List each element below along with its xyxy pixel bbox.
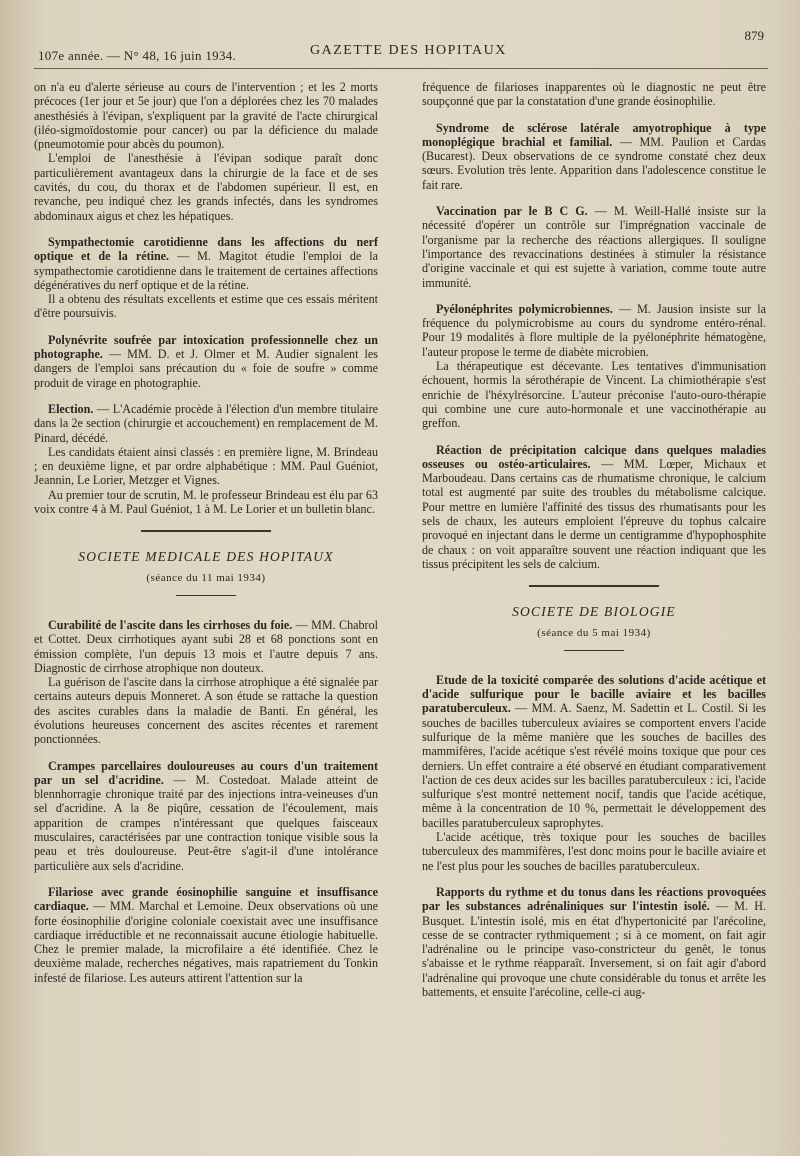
article-text: — MM. A. Saenz, M. Sadettin et L. Costil. Si les souches de bacilles tuberculeux aviaires se comportent envers l'acide sulfurique de la même manière que les souches de bacilles des mammifères, l'acide acétique s'est révélé moins toxique que pour ces derniers. Un effet contraire a été observé en étudiant comparativement l'action de ces deux acides sur les bacilles paratuberculeux : ici, l'acide sulfurique s'est montré nettement nocif, tandis que l'acide acétique, même à la concentration de 10 %, permettait le développement des bacilles paratuberculeux saprophytes. [422,701,766,830]
header-rule [34,68,768,69]
page-number: 879 [744,28,764,43]
session-divider [564,650,624,651]
society-session: (séance du 5 mai 1934) [537,626,651,639]
paragraph [422,443,766,572]
right-column [422,80,766,1011]
society-session: (séance du 11 mai 1934) [146,571,266,584]
article-entry [34,618,378,747]
article-title: Vaccination par le B C G. [436,204,588,219]
article-title: Curabilité de l'ascite dans les cirrhoses du foie. [48,617,293,632]
paragraph [34,885,378,985]
article-title: Etude de la toxicité comparée des solutions d'acide acétique et d'acide sulfurique pour le bacille aviaire et les bacilles paratuberculeux. [422,672,766,716]
article-title: Sympathectomie carotidienne dans les affections du nerf optique et de la rétine. [34,234,378,264]
article-title: Election. [48,401,94,416]
paragraph [422,121,766,192]
section-divider [529,585,659,587]
article-entry [422,673,766,873]
paragraph: fréquence de filarioses inapparentes où le diagnostic ne peut être soupçonné que par la constatation d'une grande éosinophilie. [422,80,766,109]
paragraph [422,673,766,830]
article-text: Les candidats étaient ainsi classés : en première ligne, M. Brindeau ; en deuxième ligne, et par ordre alphabétique : MM. Paul Guéniot, Jeannin, Le Lorier, Metzger et Vignes. [34,444,378,488]
paragraph: L'emploi de l'anesthésie à l'évipan sodique paraît donc particulièrement avantageux dans la chirurgie de la face et de ses cavités, du cou, du thorax et de l'abdomen supérieur. Il est, en revanche, peu indiqué chez les grands infectés, dans les syndromes abdominaux aigus et chez les hépatiques. [34,151,378,223]
article-text: — MM. D. et J. Olmer et M. Audier signalent les dangers de l'emploi sans précaution du « foie de soufre » comme produit de virage en photographie. [34,347,378,390]
article-entry [422,204,766,290]
paragraph [34,402,378,445]
article-title: Réaction de précipitation calcique dans quelques maladies osseuses ou ostéo-articulaires. [422,442,766,471]
article-entry [34,885,378,985]
paragraph [422,302,766,359]
article-text: La thérapeutique est décevante. Les tentatives d'immunisation échouent, hormis la sérothérapie de Vincent. La chimiothérapie s'est enrichie de l'héxylrésorcine. L'auteur préconise l'auto-ouro-thérapie qui combine une cure auto-hormonale et une vaccinothérapie au greffon. [422,359,766,431]
article-title: Syndrome de sclérose latérale amyotrophique à type monoplégique brachial et familial. [422,120,766,149]
article-entry [34,759,378,873]
article-title: Pyélonéphrites polymicrobiennes. [436,301,613,316]
issue-line: 107e année. — N° 48, 16 juin 1934. [38,48,237,63]
society-name: SOCIETE MEDICALE DES HOPITAUX [78,549,334,565]
article-title: Crampes parcellaires douloureuses au cours d'un traitement par un sel d'acridine. [34,758,378,787]
two-column-body [34,80,766,1011]
article-text: — M. Weill-Hallé insiste sur la nécessité d'opérer un contrôle sur l'imprégnation vaccinale de l'organisme par la recherche des réactions allergiques. Il souligne l'importance des revaccinations destinées à stimuler la résistance d'origine vaccinale et qui est sujette à variation, comme toute autre immunité. [422,204,766,290]
article-text: — MM. Paulion et Cardas (Bucarest). Deux observations de ce syndrome constaté chez deux sœurs. Evolution très lente. Apparition dans l'adolescence constitue le fait rare. [422,134,766,192]
paragraph [34,488,378,517]
paragraph: on n'a eu d'alerte sérieuse au cours de l'intervention ; et les 2 morts précoces (1er jour et 5e jour) que l'on a déplorées chez les 70 malades anesthésiés à l'évipan, s'expliquent par la gravité de l'acte chirurgical (iléo-sigmoïdostomie pour cancer) ou par la déficience du malade (pneumotomie pour abcès du poumon). [34,80,378,152]
paragraph [422,885,766,999]
left-column [34,80,378,1011]
article-entry [422,443,766,572]
article-entry [34,333,378,390]
society-heading [422,605,766,640]
paragraph [34,333,378,390]
article-entry [422,302,766,431]
article-title: Rapports du rythme et du tonus dans les réactions provoquées par les substances adrénaliniques sur l'intestin isolé. [422,884,766,914]
article-text: La guérison de l'ascite dans la cirrhose atrophique a été signalée par certains auteurs depuis Monneret. A son étude se rattache la question des ascites curables dans la maladie de Banti. En général, les évolutions heureuses concernent des ascites récentes et rarement ponctionnées. [34,675,378,747]
page-header [38,28,766,70]
article-text: — M. Magitot étudie l'emploi de la sympathectomie carotidienne dans le traitement de certaines affections dégénératives du nerf optique et de la rétine. [34,249,378,292]
paragraph [34,618,378,675]
paragraph [422,359,766,430]
intro-text [34,80,378,223]
article-text: Au premier tour de scrutin, M. le professeur Brindeau est élu par 63 voix contre 4 à M. Paul Guéniot, 1 à M. Le Lorier et un bulletin blanc. [34,487,378,517]
paragraph [34,675,378,746]
society-heading [34,550,378,585]
section-divider [141,530,271,532]
paragraph [34,235,378,292]
session-divider [176,595,236,596]
society-name: SOCIETE DE BIOLOGIE [512,604,676,620]
article-text: — M. H. Busquet. L'intestin isolé, mis en état d'hypertonicité par l'arécoline, cesse de se contracter rythmiquement ; si à ce moment, on fait agir l'adrénaline ou le principe vaso-constricteur du genêt, le tonus s'abaisse et le rythme réapparaît. Inversement, si on fait agir d'abord l'adrénaline qui provoque une chute considérable du tonus et arrête les battements, et ensuite l'arécoline, celle-ci aug- [422,899,766,1000]
article-entry [34,235,378,321]
paragraph [34,445,378,488]
article-entry [422,121,766,192]
paragraph [34,759,378,873]
article-text: — M. Costedoat. Malade atteint de blennhorragie chronique traité par des injections intra-veineuses d'un sel d'acridine. A la 8e piqûre, cessation de l'écoulement, mais apparition de crampes n'intéressant que quelques faisceaux musculaires, caractérisées par une contraction tonique visible sous la peau et très douloureuse. Peut-être s'agit-il d'une intolérance particulière aux sels d'acridine. [34,772,379,873]
article-title: Filariose avec grande éosinophilie sanguine et insuffisance cardiaque. [34,884,378,914]
article-text: Il a obtenu des résultats excellents et estime que ces essais méritent d'être poursuivis. [34,292,378,321]
article-text: — MM. Lœper, Michaux et Marboudeau. Dans certains cas de rhumatisme chronique, le calcium total est augmenté par suite des troubles du métabolisme calcique. Pour mettre en lumière l'affinité des tissus des rhumatisants pour les sels de chaux, les auteurs emploient l'épreuve du tophus calcaire provoqué en injectant dans le derme un centigramme d'hypophosphite de chaux : on voit apparaître souvent une réaction indiquant que les tissus précipitent les sels de calcium. [422,456,766,571]
article-entry [422,885,766,999]
journal-title: GAZETTE DES HOPITAUX [310,43,507,58]
article-text: — L'Académie procède à l'élection d'un membre titulaire dans la 2e section (chirurgie et accouchement) en remplacement de M. Pinard, décédé. [34,401,378,445]
paragraph [422,204,766,290]
paragraph [34,292,378,321]
intro-text [422,80,766,109]
paragraph [422,830,766,873]
article-text: L'acide acétique, très toxique pour les souches de bacilles tuberculeux des mammifères, l'est donc moins pour le bacille aviaire et ne l'est plus pour les souches de bacilles paratuberculeux. [422,830,766,873]
article-entry [34,402,378,516]
article-text: — MM. Chabrol et Cottet. Deux cirrhotiques ayant subi 28 et 68 ponctions sont en émission complète, l'un depuis 13 mois et l'autre depuis 7 ans. Diagnostic de cirrhose atrophique non douteux. [34,617,378,675]
article-text: — MM. Marchal et Lemoine. Deux observations où une forte éosinophilie d'origine coloniale coexistait avec une insuffisance cardiaque irréductible et ne reconnaissait aucune étiologie habituelle. Chez le premier malade, la microfilaire a été identifiée. Chez le deuxième malade, recherches négatives, mais rapatriement du Tonkin infesté de filariose. Les auteurs attirent l'attention sur la [34,899,379,985]
article-title: Polynévrite soufrée par intoxication professionnelle chez un photographe. [34,332,378,362]
article-text: — M. Jausion insiste sur la fréquence du polymicrobisme au cours du syndrome entéro-rénal. Pour 19 modalités à flore multiple de la pyélonéphrite hématogène, l'auteur propose le terme de diabète microbien. [422,301,766,359]
